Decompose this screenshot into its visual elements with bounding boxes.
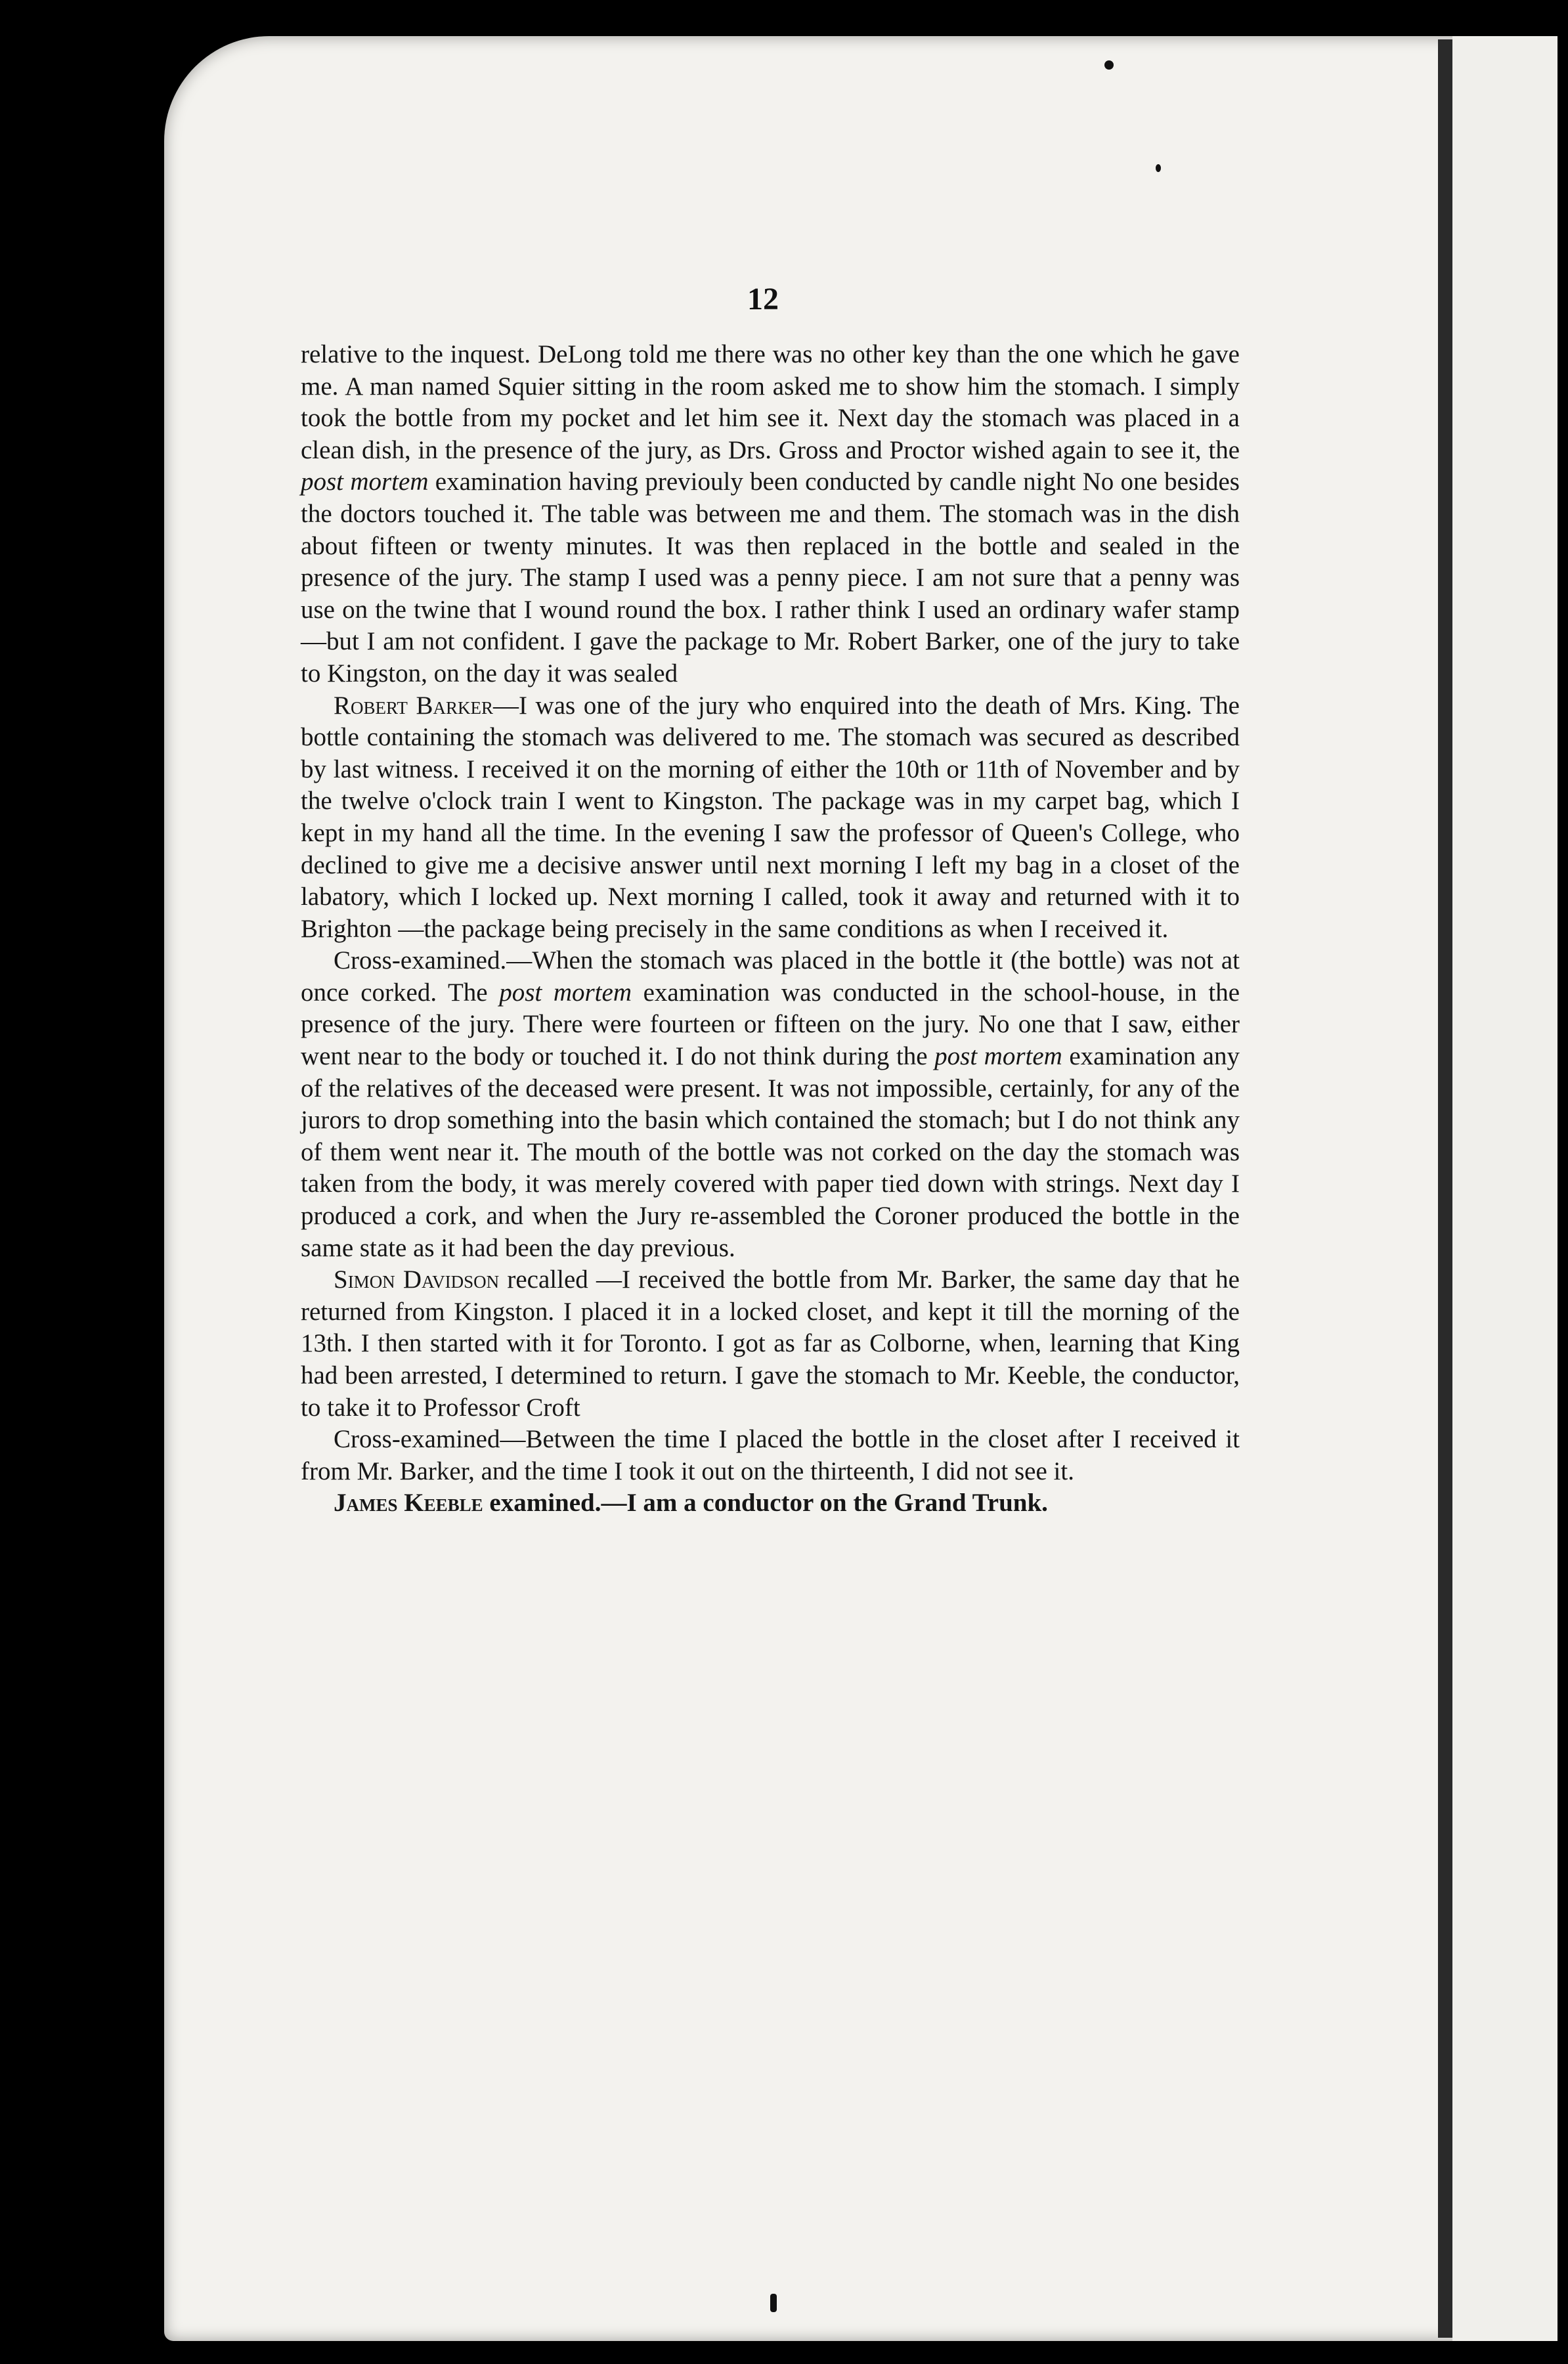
paragraph [301, 945, 1240, 1264]
page-number: 12 [747, 282, 779, 317]
paragraph [301, 339, 1240, 690]
text-segment: Cross-examined.—When the stomach was placed in the bottle it (the bottle) was not at once corked. The [301, 946, 1240, 1007]
paragraph [301, 1264, 1240, 1424]
paragraph [301, 1424, 1240, 1487]
text-segment: examined.—I am a conductor on the Grand Trunk. [483, 1489, 1048, 1518]
text-segment: recalled —I received the bottle from Mr. Barker, the same day that he returned from Kingston. I placed it in a locked closet, and kept it till the morning of the 13th. I then started with it for Toronto. I got as far as Colborne, when, learning that King had been arrested, I determined to return. I gave the stomach to Mr. Keeble, the conductor, to take it to Professor Croft [301, 1265, 1240, 1422]
text-segment: post mortem [301, 468, 429, 496]
paragraph [301, 1487, 1240, 1520]
text-segment: relative to the inquest. DeLong told me there was no other key than the one which he gave me. A man named Squier sitting in the room asked me to show him the stomach. I simply took the bottle from my pocket and let him see it. Next day the stomach was placed in a clean dish, in the presence of the jury, as Drs. Gross and Proctor wished again to see it, the [301, 340, 1240, 464]
text-segment: Robert Barker [334, 691, 493, 720]
text-segment: examination having previouly been conducted by candle night No one besides the doctors touched it. The table was between me and them. The stomach was in the dish about fifteen or twenty minutes. It was then replaced in the bottle and sealed in the presence of the jury. The stamp I used was a penny piece. I am not sure that a penny was use on the twine that I wound round the box. I rather think I used an ordinary wafer stamp—but I am not confident. I gave the package to Mr. Robert Barker, one of the jury to take to Kingston, on the day it was sealed [301, 468, 1240, 688]
facing-page-edge [1452, 36, 1557, 2341]
text-segment: —I was one of the jury who enquired into the death of Mrs. King. The bottle containing the stomach was delivered to me. The stomach was secured as described by last witness. I received it on the morning of either the 10th or 11th of November and by the twelve o'clock train I went to Kingston. The package was in my carpet bag, which I kept in my hand all the time. In the evening I saw the professor of Queen's College, who declined to give me a decisive answer until next morning I left my bag in a closet of the labatory, which I locked up. Next morning I called, took it away and returned with it to Brighton —the package being precisely in the same conditions as when I received it. [301, 691, 1240, 943]
ink-speck [1156, 164, 1161, 172]
text-segment: examination was conducted in the school-house, in the presence of the jury. There were fourteen or fifteen on the jury. No one that I saw, either went near to the body or touched it. I do not think during the [301, 978, 1240, 1071]
text-segment: examination any of the relatives of the deceased were present. It was not impossible, certainly, for any of the jurors to drop something into the basin which contained the stomach; but I do not think any of them went near it. The mouth of the bottle was not corked on the day the stomach was taken from the body, it was merely covered with paper tied down with strings. Next day I produced a cork, and when the Jury re-assembled the Coroner produced the bottle in the same state as it had been the day previous. [301, 1042, 1240, 1262]
paragraph [301, 690, 1240, 946]
ink-speck [1104, 60, 1114, 70]
text-segment: post mortem [934, 1042, 1062, 1071]
text-segment: James Keeble [334, 1489, 483, 1518]
text-segment: post mortem [499, 978, 632, 1007]
text-segment: Simon Davidson [334, 1265, 500, 1294]
page-spine-shadow [1438, 39, 1452, 2338]
document-body [301, 339, 1240, 1520]
ink-speck [770, 2294, 777, 2312]
text-segment: Cross-examined—Between the time I placed the bottle in the closet after I received it from Mr. Barker, and the time I took it out on the thirteenth, I did not see it. [301, 1425, 1240, 1485]
